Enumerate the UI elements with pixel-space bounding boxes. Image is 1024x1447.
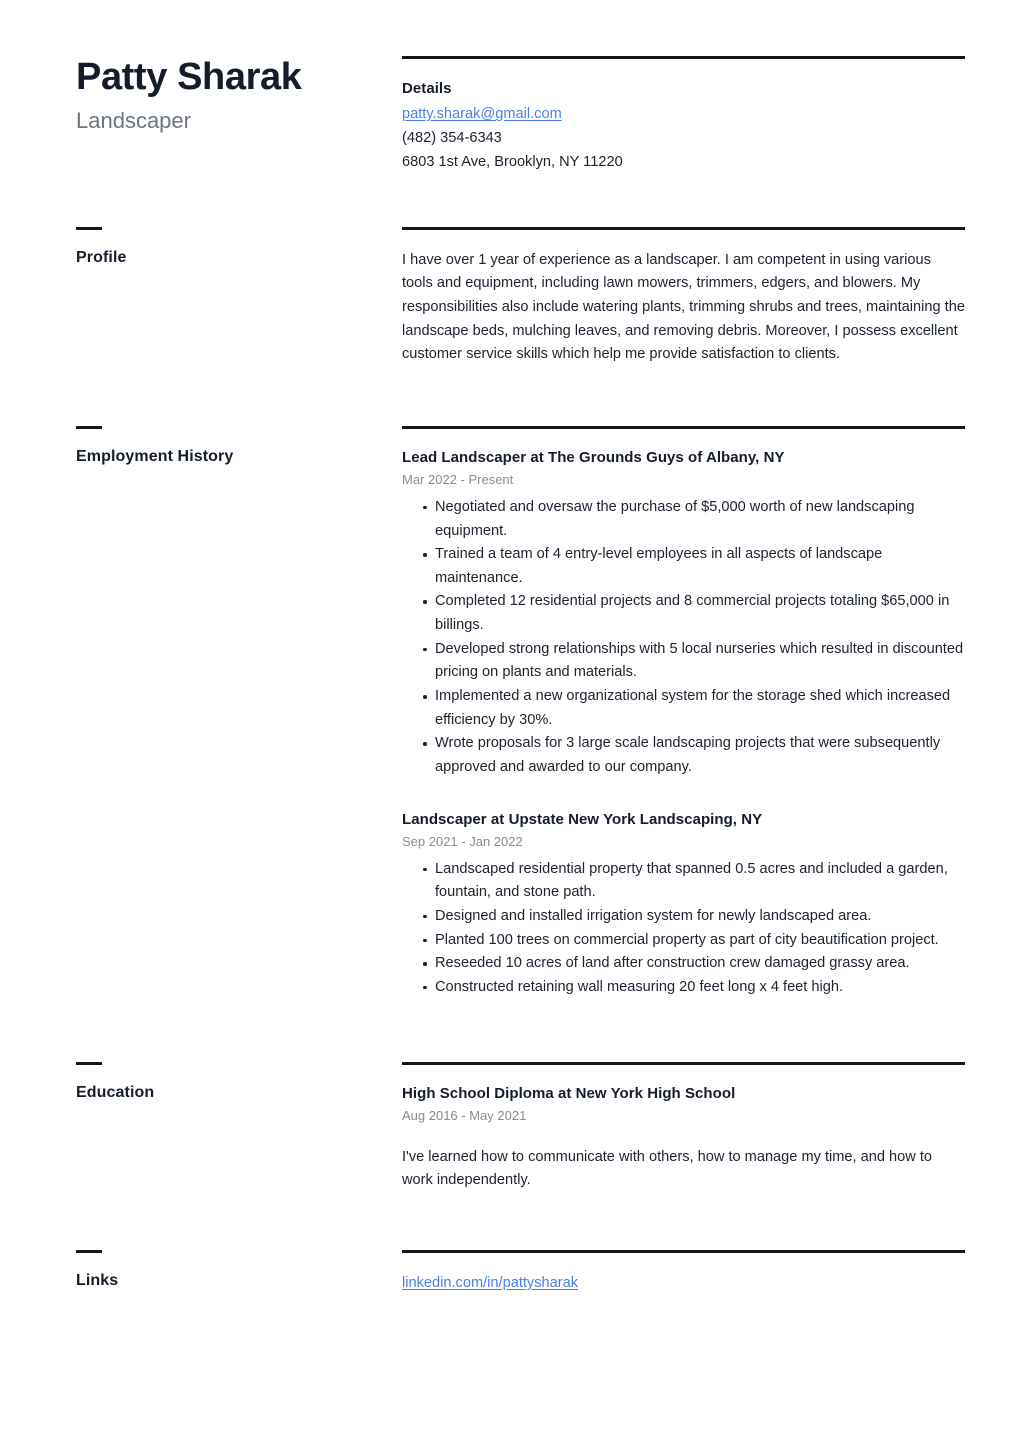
- address-line: 6803 1st Ave, Brooklyn, NY 11220: [402, 153, 623, 170]
- email-link[interactable]: patty.sharak@gmail.com: [402, 106, 562, 123]
- education-content: [402, 1062, 965, 1193]
- list-item: Landscaped residential property that spanned 0.5 acres and included a garden, fountain, and stone path.: [435, 858, 965, 905]
- link-line: [402, 1272, 965, 1296]
- links-content: [402, 1250, 965, 1296]
- list-item: Completed 12 residential projects and 8 commercial projects totaling $65,000 in billings.: [435, 590, 965, 637]
- list-item: Constructed retaining wall measuring 20 feet long x 4 feet high.: [435, 976, 965, 1000]
- employment-label-block: [76, 426, 402, 467]
- details-block: [402, 56, 965, 175]
- education-dates: Aug 2016 - May 2021: [402, 1107, 527, 1123]
- email-line: [402, 103, 965, 127]
- education-title: High School Diploma at New York High School: [402, 1084, 736, 1102]
- section-dash-icon: [76, 1250, 102, 1253]
- list-item: Negotiated and oversaw the purchase of $5,000 worth of new landscaping equipment.: [435, 496, 965, 543]
- education-entry: [402, 1084, 965, 1193]
- linkedin-link[interactable]: linkedin.com/in/pattysharak: [402, 1274, 579, 1291]
- list-item: Designed and installed irrigation system for newly landscaped area.: [435, 905, 965, 929]
- profile-section: [0, 175, 1024, 367]
- employment-content: [402, 426, 965, 1000]
- profile-content: [402, 227, 965, 367]
- profile-text: I have over 1 year of experience as a landscaper. I am competent in using various tools and equipment, including lawn mowers, trimmers, edgers, and blowers. My responsibilities also include watering plants, trimming shrubs and trees, maintaining the landscape beds, mulching leaves, and removing debris. Moreover, I possess excellent customer service skills which help me provide satisfaction to clients.: [402, 251, 965, 363]
- employment-section: [0, 367, 1024, 1000]
- section-dash-icon: [76, 227, 102, 230]
- education-section: [0, 1000, 1024, 1193]
- person-job-title: Landscaper: [76, 107, 191, 133]
- section-dash-icon: [76, 1062, 102, 1065]
- job-title: Lead Landscaper at The Grounds Guys of Albany, NY: [402, 448, 785, 466]
- details-heading: Details: [402, 80, 452, 97]
- links-label: Links: [76, 1271, 119, 1289]
- section-rule-details: [402, 56, 965, 59]
- phone-line: (482) 354-6343: [402, 130, 502, 147]
- profile-label-block: [76, 227, 402, 268]
- list-item: Planted 100 trees on commercial property as part of city beautification project.: [435, 929, 965, 953]
- list-item: Reseeded 10 acres of land after construction crew damaged grassy area.: [435, 952, 965, 976]
- section-dash-icon: [76, 426, 102, 429]
- list-item: Trained a team of 4 entry-level employees in all aspects of landscape maintenance.: [435, 543, 965, 590]
- job-entry: [402, 448, 965, 780]
- identity-block: [76, 56, 402, 134]
- job-bullet-list: [402, 858, 965, 1000]
- education-label-block: [76, 1062, 402, 1103]
- education-description: I've learned how to communicate with others, how to manage my time, and how to work independently.: [402, 1148, 933, 1189]
- header-section: [0, 0, 1024, 175]
- list-item: Wrote proposals for 3 large scale landscaping projects that were subsequently approved and awarded to our company.: [435, 732, 965, 779]
- job-dates: Sep 2021 - Jan 2022: [402, 833, 523, 849]
- job-entry: [402, 810, 965, 1000]
- education-label: Education: [76, 1083, 155, 1101]
- links-label-block: [76, 1250, 402, 1291]
- job-dates: Mar 2022 - Present: [402, 472, 514, 488]
- links-section: [0, 1193, 1024, 1296]
- job-title: Landscaper at Upstate New York Landscaping, NY: [402, 810, 763, 828]
- employment-label: Employment History: [76, 447, 234, 465]
- list-item: Implemented a new organizational system for the storage shed which increased efficiency by 30%.: [435, 685, 965, 732]
- profile-label: Profile: [76, 248, 127, 266]
- list-item: Developed strong relationships with 5 local nurseries which resulted in discounted pricing on plants and materials.: [435, 638, 965, 685]
- page-title: Patty Sharak: [76, 56, 302, 98]
- job-bullet-list: [402, 496, 965, 780]
